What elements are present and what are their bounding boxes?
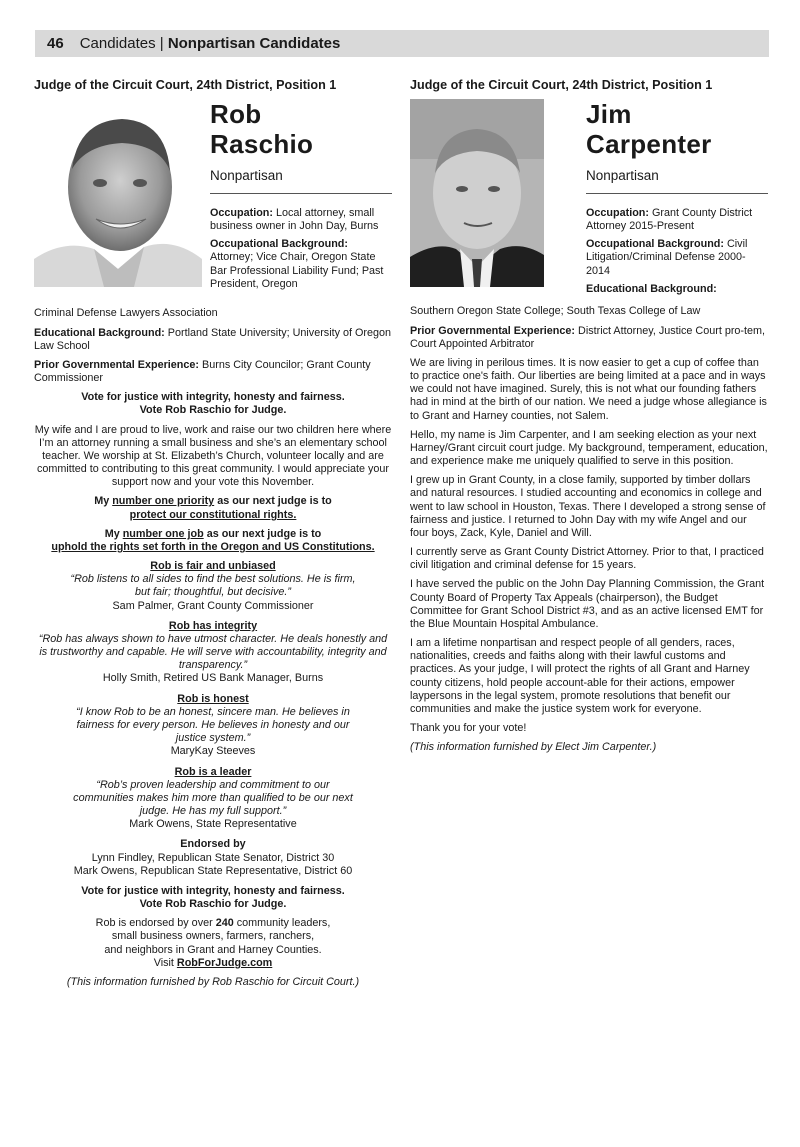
governmental-experience: Prior Governmental Experience: Burns City Councilor; Grant County Commissioner [34, 358, 371, 385]
testimonial: Rob is a leader “Rob’s proven leadership and commitment to our communities makes him more than qualified to be our next judge. He has my full support.” Mark Owens, State Representative [73, 765, 353, 831]
candidate-photo-carpenter [410, 99, 544, 287]
endorsement-count: Rob is endorsed by over 240 community leaders, small business owners, farmers, ranchers, and neighbors in Grant and Harney Counties. Visit RobForJudge.com [95, 917, 331, 969]
educational-background: Southern Oregon State College; South Texas College of Law [410, 305, 701, 318]
educational-background-label: Educational Background: [586, 282, 717, 295]
slogan-repeat: Vote for justice with integrity, honesty and fairness. Vote Rob Raschio for Judge. [81, 884, 345, 911]
testimonial: Rob is fair and unbiased “Rob listens to all sides to find the best solutions. He is firm, but fair; thoughtful, but decisive.” Sam Palmer, Grant County Commissioner [70, 560, 356, 612]
statement-paragraph: I currently serve as Grant County District Attorney. Prior to that, I practiced civil litigation and criminal defense for 15 years. [410, 546, 764, 572]
statement-paragraph: I grew up in Grant County, in a close family, supported by timber dollars and natural resources. I studied accounting and economics in college and went to law school in Houston, Texas. There I developed a strong sense of fairness and justice. I returned to John Day with my wife Angel and our four boys, Zack, Kyle, Daniel and Will. [410, 474, 766, 539]
statement-paragraph: Thank you for your vote! [410, 722, 527, 735]
candidate-last-name: Raschio [210, 129, 314, 160]
statement-paragraph: I am a lifetime nonpartisan and respect people of all genders, races, nationalities, creeds and faiths along with their lawful customs and practices. As your judge, I will protect the rights of all Grant and Harney county citizens, hold people account-able for their actions, empower laypersons in the legal system, promote resolutions that benefit our communities and make the justice system work for everyone. [410, 637, 750, 715]
endorsements: Endorsed by Lynn Findley, Republican State Senator, District 30 Mark Owens, Republican State Representative, District 60 [73, 838, 353, 877]
candidate-photo-raschio [34, 99, 202, 287]
slogan: Vote for justice with integrity, honesty and fairness. Vote Rob Raschio for Judge. [81, 391, 345, 417]
section-title: Candidates | [79, 35, 164, 52]
furnished-note: (This information furnished by Elect Jim Carpenter.) [410, 741, 657, 754]
statement-paragraph: I have served the public on the John Day Planning Commission, the Grant County Board of Property Tax Appeals (chairperson), the Budget Committee for Grant School District #3, and as an active licensed EMT for the Blue Mountain Hospital Ambulance. [410, 578, 765, 630]
occupational-background: Occupational Background: Attorney; Vice Chair, Oregon State Bar Professional Liability Fund; Past President, Oregon [210, 238, 384, 290]
candidate-first-name: Rob [210, 99, 262, 130]
candidate-first-name: Jim [586, 99, 632, 130]
page-header [35, 30, 769, 57]
page-number: 46 [47, 35, 64, 52]
candidate-party: Nonpartisan [210, 168, 392, 193]
testimonial: Rob has integrity “Rob has always shown to have utmost character. He deals honestly and is trustworthy and capable. He will serve with accountability, integrity and transparency.” Holly Smith, Retired US Bank Manager, Burns [38, 619, 388, 685]
testimonial: Rob is honest “I know Rob to be an honest, sincere man. He believes in fairness for every person. He believes in honesty and our justice system.” MaryKay Steeves [76, 692, 350, 758]
candidate-party: Nonpartisan [586, 168, 768, 193]
intro-paragraph: My wife and I are proud to live, work and raise our two children here where I’m an attorney running a small business and she’s an elementary school teacher. We worship at St. Elizabeth’s Church, volunteer locally and are committed to contributing to this great community. I would appreciate your support now and your vote this November. [34, 423, 392, 489]
educational-background: Educational Background: Portland State University; University of Oregon Law School [34, 326, 392, 352]
candidate-column-carpenter [410, 78, 768, 761]
job-statement: My number one job as our next judge is to uphold the rights set forth in the Oregon and US Constitutions. [51, 527, 375, 553]
candidate-last-name: Carpenter [586, 129, 712, 160]
occupation: Occupation: Local attorney, small business owner in John Day, Burns [210, 206, 379, 232]
subsection-title: Nonpartisan Candidates [167, 35, 341, 52]
position-title: Judge of the Circuit Court, 24th District, Position 1 [34, 78, 337, 92]
candidate-column-raschio [34, 78, 392, 995]
occupation: Occupation: Grant County District Attorney 2015-Present [586, 206, 753, 232]
priority-statement: My number one priority as our next judge is to protect our constitutional rights. [94, 495, 332, 521]
statement-paragraph: Hello, my name is Jim Carpenter, and I am seeking election as your next Harney/Grant circuit court judge. My background, temperament, education, and experience make me uniquely qualified to serve in this position. [410, 428, 768, 468]
statement-paragraph: We are living in perilous times. It is now easier to get a cup of coffee than to practice one's faith. Our liberties are being limited at a pace and in ways we could not have imagined. Surely, this is not what our founding fathers had in mind at the birth of our nation. We need a judge whose allegiance is to Grant and Harney counties, not Salem. [410, 356, 767, 422]
governmental-experience: Prior Governmental Experience: District Attorney, Justice Court pro-tem, Court Appointed Arbitrator [410, 324, 766, 350]
occupational-background: Occupational Background: Civil Litigation/Criminal Defense 2000-2014 [586, 238, 748, 277]
position-title: Judge of the Circuit Court, 24th District, Position 1 [410, 78, 713, 92]
website-link[interactable]: RobForJudge.com [176, 956, 273, 969]
furnished-note: (This information furnished by Rob Raschio for Circuit Court.) [66, 975, 360, 988]
occupational-background-cont: Criminal Defense Lawyers Association [34, 307, 218, 320]
